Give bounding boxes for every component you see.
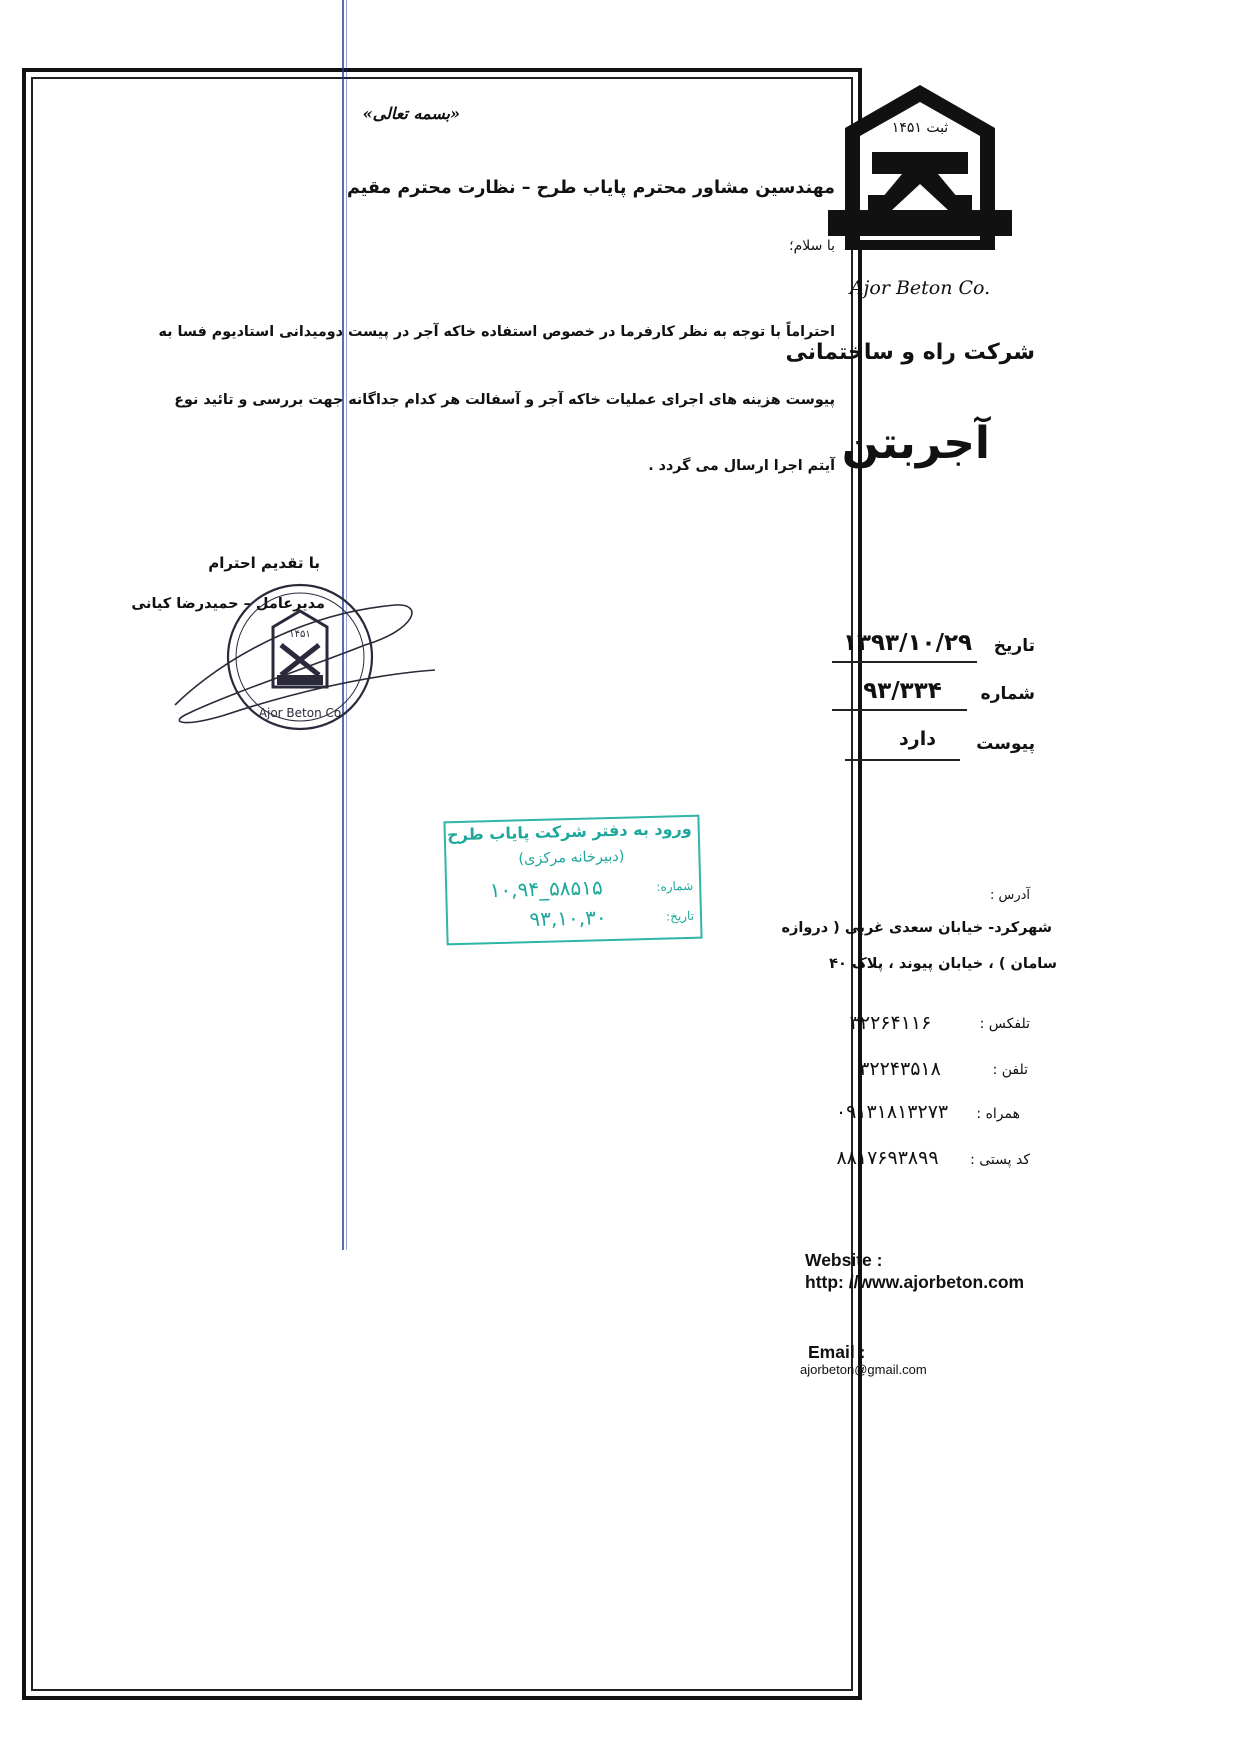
company-seal xyxy=(165,575,455,755)
logo-registration: ثبت ۱۴۵۱ xyxy=(891,120,949,136)
letter-invocation: «بسمه تعالی» xyxy=(362,104,460,123)
letter-paragraph-line: احتراماً با توجه به نظر کارفرما در خصوص استفاده خاکه آجر در پیست دومیدانی استادیوم فسا به xyxy=(158,324,835,340)
receipt-stamp-number-label: شماره: xyxy=(656,878,694,894)
receipt-stamp xyxy=(443,815,702,946)
letter-greeting: با سلام؛ xyxy=(789,238,835,254)
letter-paragraph-line: آیتم اجرا ارسال می گردد . xyxy=(648,458,835,474)
date-value: ۱۳۹۳/۱۰/۲۹ xyxy=(842,630,973,656)
company-name: آجربتن xyxy=(841,418,990,469)
mobile-value: ۰۹۱۳۱۸۱۳۲۷۳ xyxy=(835,1101,949,1123)
letter-signatory: مدیرعامل – حمیدرضا کیانی xyxy=(131,596,325,612)
address-line: شهرکرد- خیابان سعدی غربی ( دروازه xyxy=(781,920,1052,936)
document-border-inner xyxy=(31,77,853,1691)
fax-value: ۳۲۲۶۴۱۱۶ xyxy=(849,1012,932,1034)
number-underline xyxy=(832,709,967,711)
logo-script-text: Ajor Beton Co. xyxy=(849,277,991,299)
number-label: شماره xyxy=(980,684,1035,704)
letter-addressee: مهندسین مشاور محترم پایاب طرح – نظارت محترم مقیم xyxy=(346,178,835,198)
phone-value: ۳۲۲۴۳۵۱۸ xyxy=(859,1058,941,1080)
address-label: آدرس : xyxy=(989,888,1030,903)
date-underline xyxy=(832,661,977,663)
attachment-underline xyxy=(845,759,960,761)
phone-label: تلفن : xyxy=(992,1062,1028,1078)
website-label: Website : xyxy=(805,1250,883,1270)
postal-code-value: ۸۸۱۷۶۹۳۸۹۹ xyxy=(836,1147,939,1169)
attachment-value: دارد xyxy=(899,728,936,750)
attachment-label: پیوست xyxy=(976,734,1035,754)
date-label: تاریخ xyxy=(993,636,1035,656)
letter-paragraph-line: پیوست هزینه های اجرای عملیات خاکه آجر و آسفالت هر کدام جداگانه جهت بررسی و تائید نوع xyxy=(174,392,835,408)
seal-latin-text: Ajor Beton Co xyxy=(258,706,342,720)
receipt-stamp-subtitle: (دبیرخانه مرکزی) xyxy=(518,848,625,868)
receipt-stamp-date-value: ۹۳,۱۰,۳۰ xyxy=(529,905,607,932)
receipt-stamp-title: ورود به دفتر شرکت پایاب طرح xyxy=(446,818,692,845)
website-link[interactable]: http: //www.ajorbeton.com xyxy=(805,1272,1025,1292)
company-type: شرکت راه و ساختمانی xyxy=(785,340,1035,365)
company-logo xyxy=(820,80,1020,305)
email-label: Email : xyxy=(808,1342,866,1362)
receipt-stamp-date-label: تاریخ: xyxy=(665,908,695,924)
receipt-stamp-number-value: ۱۰,۹۴_۵۸۵۱۵ xyxy=(489,875,604,903)
letter-closing: با تقدیم احترام xyxy=(208,554,320,572)
email-link[interactable]: ajorbeton@gmail.com xyxy=(800,1362,927,1377)
fax-label: تلفکس : xyxy=(979,1016,1030,1032)
postal-code-label: کد پستی : xyxy=(970,1152,1030,1168)
number-value: ۹۳/۳۳۴ xyxy=(863,678,942,704)
seal-number: ۱۴۵۱ xyxy=(289,629,311,640)
mobile-label: همراه : xyxy=(976,1106,1020,1122)
address-line: سامان ) ، خیابان پیوند ، پلاک ۴۰ xyxy=(829,956,1057,972)
